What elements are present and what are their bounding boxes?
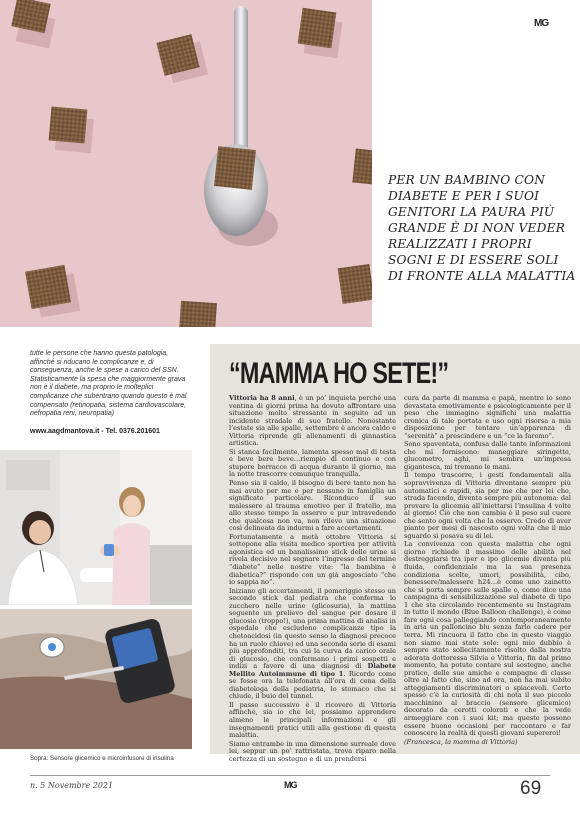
- paragraph-text: Iniziano gli accertamenti, il pomeriggio stesso un secondo stick dal pediatra che conferma lo zucchero nelle urine (glicosuria), la mattina seguente un prelievo del sangue per dosare il glucosio (troppo!), una prima mattina di analisi in ospedale che escludono complicanze tipo la chetoacidosi (in questo senso la diagnosi precoce ha un ruolo chiave) ed una seconda serie di esami più approfonditi, tra cui la curva da carico orale di glucosio, che confermano i primi sospetti e indizi a favore di una diagnosi di: [229, 586, 396, 671]
- insulin-pump-photo: [0, 609, 192, 749]
- paragraph: [229, 395, 396, 448]
- sugar-cube: [179, 301, 217, 327]
- bold-lead: Vittoria ha 8 anni: [229, 394, 295, 402]
- paragraph: Sono spaventata, confusa dalle tante informazioni che mi forniscono: maneggiare siringette, glucometro, aghi, mi sembra un’impresa gigantesca, mi tremano le mani.: [404, 440, 571, 471]
- paragraph: cura da parte di mamma e papà, mentre io sono devastata emotivamente e psicologicamente per il peso che immagino significhi una malattia cronica di tale portata e uso ogni risorsa a mia disposizione per tentare un’apparenza di “serenità” a prescindere e un “ce la faremo”.: [404, 394, 571, 440]
- photo-glucose-sensor-pump: [0, 609, 192, 749]
- magazine-logo: MG: [534, 18, 549, 29]
- sugar-cube: [298, 8, 343, 58]
- sugar-cubes-photo: [0, 0, 372, 327]
- sugar-cube: [11, 0, 55, 48]
- photo-caption: Sopra: Sensore glicemico e microinfusore di insulina: [30, 755, 174, 762]
- sidebar-text: tutte le persone che hanno questa patologia, affinché si riducano le complicanze e, di conseguenza, anche le spese a carico del SSN. Statisticamente la spesa che maggiormente grava non è il diabete, ma proprio le molteplici complicanze che subentrano quando questo è mal compensato (retinopatia, sistema cardiovascolare, nefropatia reni, neuropatia): [30, 350, 187, 418]
- article-signature: (Francesca, la mamma di Vittoria): [404, 737, 518, 746]
- paragraph: [229, 588, 396, 701]
- page-number: 69: [520, 778, 542, 799]
- pull-quote: PER UN BAMBINO CON DIABETE E PER I SUOI GENITORI LA PAURA PIÙ GRANDE È DI NON VEDER REALIZZATI I PROPRI SOGNI E DI ESSERE SOLI DI FRONTE ALLA MALATTIA: [388, 173, 576, 283]
- hero-image-sugar-cubes: [0, 0, 372, 327]
- paragraph: [229, 534, 396, 587]
- footer-logo: MG: [284, 780, 297, 790]
- paragraph: [229, 741, 396, 764]
- paragraph-text: , è un po’ inquieta perché una ventina di giorni prima ha dovuto affrontare una situazione molto stressante in seguito ad un incidente stradale di suo fratello. Nonostante l’estate sia alle spalle, settembre è ancora caldo e Vittoria riprende gli allenamenti di ginnastica artistica.: [229, 394, 396, 448]
- paragraph: Il tempo trascorre, i gesti fondamentali alla sopravvivenza di Vittoria diventano sempre più automatici e rapidi, sia per me che per lei che, strada facendo, diventa sempre più autonoma: dal provare la glicemia all’iniettarsi l’insulina 4 volte al giorno! Ciò che non cambia è il peso sul cuore che sento ogni volta che la osservo. Credo di aver pianto per mesi di nascosto ogni volta che il mio sguardo si posava su di lei.: [404, 471, 572, 540]
- sugar-cube: [49, 106, 94, 153]
- paragraph-text: Si stanca facilmente, lamenta spesso mal di testa e beve bere beve…riempio di continuo e con stupore borracce di acqua durante il giorno, ma la notte trascorre comunque tranquilla.: [229, 447, 396, 479]
- paragraph-text: Il passo successivo è il ricovero di Vittoria affinché, sia io che lei, possiamo apprendere almeno le principali informazioni e gli insegnamenti pratici utili alla gestione di questa malattia.: [229, 700, 396, 740]
- sugar-cube: [338, 264, 372, 304]
- article-column-1: [229, 395, 396, 764]
- doctor-photo: [0, 450, 192, 605]
- article-headline: “MAMMA HO SETE!”: [229, 357, 449, 390]
- bold-diagnosis: Diabete Mellito Autoimmune di tipo 1: [229, 662, 396, 678]
- photo-doctor-and-girl: [0, 450, 192, 605]
- paragraph: La convivenza con questa malattia che ogni giorno richiede il massimo delle abilità nel destreggiarsi tra iper e ipo glicemie diventa più fluida, confidenziale ma la sua presenza condiziona scelte, umori, possibilità, cibo, benessere/malessere h24…è come uno zainetto che si porta sempre sulle spalle o, come dice una campagna di sensibilizzazione sul diabete di tipo 1 che sta circolando recentemente su Instagram in tutto il mondo (Blue Balloon challenge), è come fare ogni cosa palleggiando contemporaneamente in aria un palloncino blu senza farlo cadere per terra. Mi rincuora il fatto che in questo viaggio non siamo mai state sole: ogni mio dubbio è sempre stato sollecitamente risolto dalla nostra adorata dottoressa Silvia e Vittoria, fin dal primo momento, ha potuto contare sul sostegno, anche pratico, delle sue amiche e compagne di classe oltre al fatto che, sino ad ora, non ha mai subito atteggiamenti discriminatori o spiacevoli. Certo spesso c’è la curiosità di chi nota il suo piccolo macchinino al braccio (sensore glicemico) decorato da cerotti colorati e che la vede armeggiare con i suoi kit; ma queste possono essere buone occasioni per raccontare e far conoscere la realtà di questi giovani supereroi!: [404, 540, 571, 738]
- paragraph-text: . Ricordo come se fosse ora la telefonata all’ora di cena della diabetologa della pediatria, lo stomaco che si chiude, il buio del tunnel.: [229, 669, 397, 701]
- sidebar: [30, 350, 192, 435]
- article-column-2: [404, 395, 571, 747]
- paragraph: [229, 480, 396, 533]
- paragraph-text: Fortunatamente a metà ottobre Vittoria si sottopone alla visita medico sportiva per attività agonistica ed un banalissimo stick delle urine si rivela decisivo nel segnare l’ingresso del termine “diabete” nelle nostre vite: “la bambina è diabetica?” rispondo con un già angosciato “che io sappia no”.: [229, 532, 396, 587]
- paragraph-text: Siamo entrambe in una dimensione surreale dove lei, seppur un po’ rattristata, trova riparo nella certezza di un sostegno e di un prendersi: [229, 739, 396, 763]
- footer-divider: [30, 775, 550, 776]
- issue-date: n. 5 Novembre 2021: [30, 781, 114, 790]
- paragraph-text: Penso sia il caldo, il bisogno di bere tanto non ha mai avuto per me e per nessuno in famiglia un significato particolare. Riconduco il suo malessere al trauma emotivo per il fratello, ma allo stesso tempo la osservo e pur intravedendo che qualcosa non va, non rilevo una situazione così delineata da indurmi a fare accertamenti.: [229, 479, 396, 533]
- paragraph: [229, 702, 396, 740]
- contact-info: www.aagdmantova.it - Tel. 0376.201601: [30, 427, 160, 435]
- paragraph: [229, 449, 396, 479]
